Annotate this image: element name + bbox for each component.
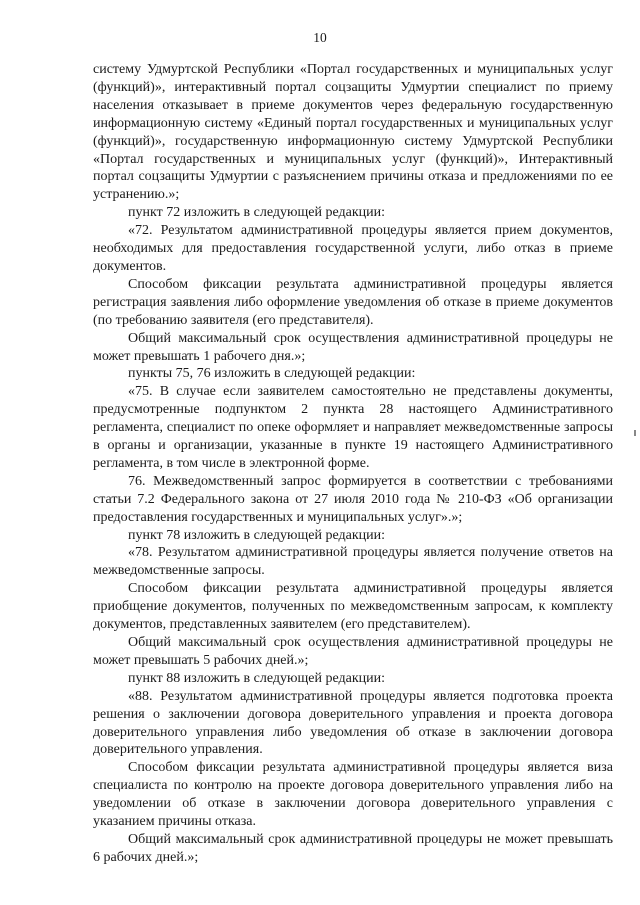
paragraph-78-fixation: Способом фиксации результата административной процедуры является приобщение документов, полученных по межведомственным запросам, к комплекту документов, представленных заявителем (его представителем). [93,581,613,633]
paragraph-88-result: «88. Результатом административной процедуры является подготовка проекта решения о заключении договора доверительного управления и проекта договора доверительного управления либо уведомления об отказе в заключении договора доверительного управления. [93,688,613,758]
paragraph-75: «75. В случае если заявителем самостоятельно не представлены документы, предусмотренные подпунктом 2 пункта 28 настоящего Административного регламента, специалист по опеке оформляет и направляет межведомственные запросы в органы и организации, указанные в пункте 19 настоящего Административного регламента, в том числе в электронной форме. [93,384,613,471]
page-number: 10 [313,30,327,45]
paragraph-amend-88: пункт 88 изложить в следующей редакции: [128,670,385,686]
paragraph-portal-refusal: систему Удмуртской Республики «Портал государственных и муниципальных услуг (функций)», интерактивный портал соцзащиты Удмуртии специалист по приему населения отказывает в приеме документов через федеральную государственную информационную систему «Единый портал государственных и муниципальных услуг (функций)», государственную информационную систему Удмуртской Республики «Портал государственных и муниципальных услуг (функций)», Интерактивный портал соцзащиты Удмуртии с разъяснением причины отказа и предложениями по ее устранению.»; [93,62,613,203]
paragraph-78-term: Общий максимальный срок осуществления административной процедуры не может превышать 5 рабочих дней.»; [93,635,613,668]
paragraph-amend-78: пункт 78 изложить в следующей редакции: [128,527,385,543]
paragraph-72-term: Общий максимальный срок осуществления административной процедуры не может превышать 1 рабочего дня.»; [93,330,613,364]
paragraph-78-result: «78. Результатом административной процедуры является получение ответов на межведомственные запросы. [93,545,613,579]
paragraph-88-fixation: Способом фиксации результата административной процедуры является виза специалиста по контролю на проекте договора доверительного управления либо на уведомлении об отказе в заключении договора доверительного управления с указанием причины отказа. [93,760,613,830]
paragraph-72-result: «72. Результатом административной процедуры является прием документов, необходимых для предоставления государственной услуги, либо отказ в приеме документов. [93,223,613,274]
scan-edge-mark [634,430,636,436]
paragraph-72-fixation: Способом фиксации результата административной процедуры является регистрация заявления либо оформление уведомления об отказе в приеме документов (по требованию заявителя (его представителя). [93,276,613,328]
paragraph-amend-72: пункт 72 изложить в следующей редакции: [128,205,385,221]
paragraph-amend-75-76: пункты 75, 76 изложить в следующей редакции: [128,366,416,382]
document-body [93,61,613,867]
paragraph-88-term: Общий максимальный срок административной процедуры не может превышать 6 рабочих дней.»; [93,831,613,865]
paragraph-76: 76. Межведомственный запрос формируется в соответствии с требованиями статьи 7.2 Федерального закона от 27 июля 2010 года № 210-ФЗ «Об организации предоставления государственных и муниципальных услуг».»; [93,473,613,525]
